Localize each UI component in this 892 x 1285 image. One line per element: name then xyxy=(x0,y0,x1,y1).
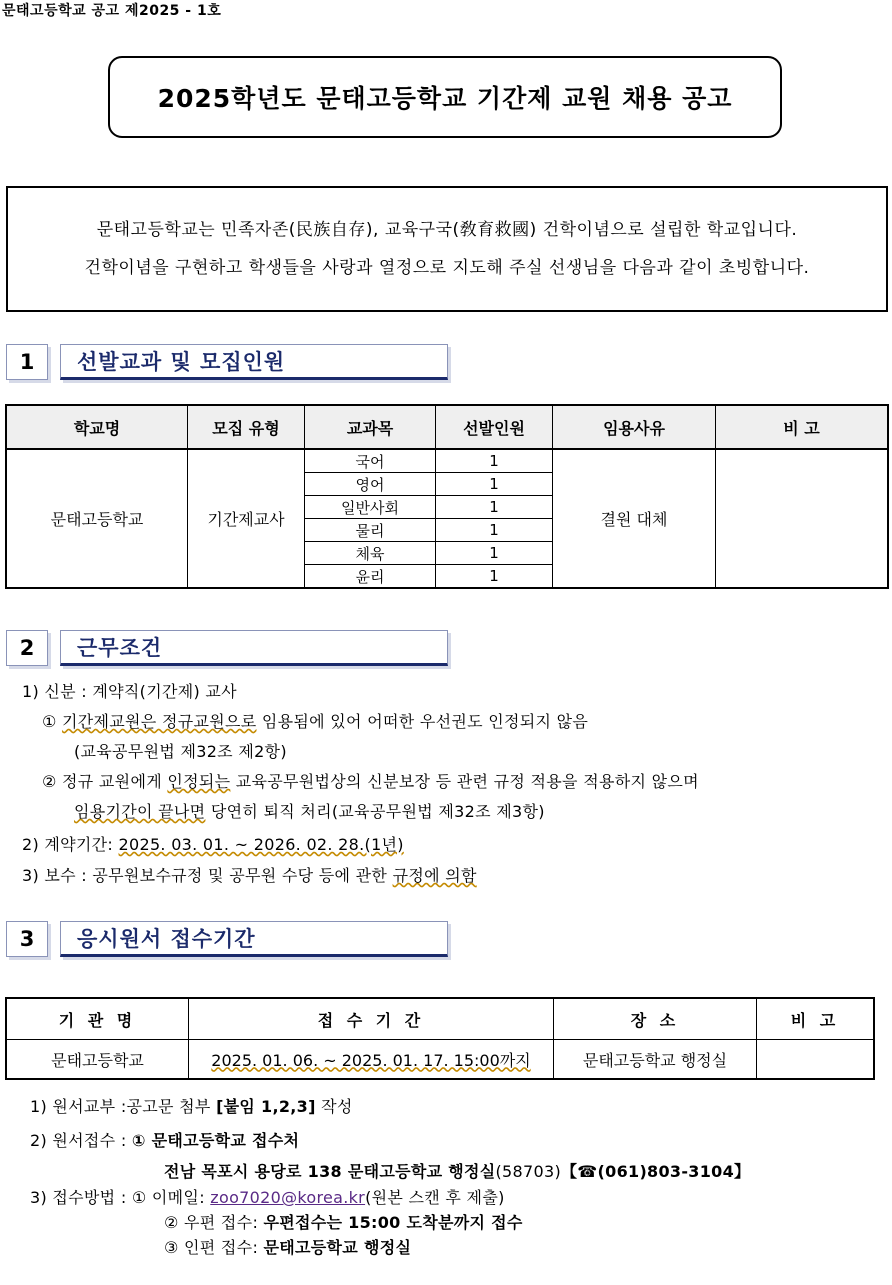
email-link[interactable]: zoo7020@korea.kr xyxy=(210,1188,366,1207)
work-status: 1) 신분 : 계약직(기간제) 교사 xyxy=(22,682,237,701)
cell-school: 문태고등학교 xyxy=(6,449,188,588)
receipt-address xyxy=(164,1159,750,1182)
text: 기간제교원은 정규교원으로 xyxy=(62,712,257,731)
cell-place: 문태고등학교 행정실 xyxy=(554,1040,757,1080)
header-school: 학교명 xyxy=(6,405,188,449)
text: 우편접수는 15:00 도착분까지 접수 xyxy=(263,1213,523,1232)
text: 2025. 03. 01. ~ 2026. 02. 28.(1년) xyxy=(118,835,404,854)
cell-count: 1 xyxy=(436,449,553,473)
section-3-title: 응시원서 접수기간 xyxy=(60,921,448,957)
text: ① 문태고등학교 접수처 xyxy=(131,1131,300,1150)
cell-subject: 영어 xyxy=(305,473,436,496)
cell-subject: 윤리 xyxy=(305,565,436,589)
cell-count: 1 xyxy=(436,496,553,519)
text: 1) 원서교부 :공고문 첨부 xyxy=(30,1097,217,1116)
cell-note xyxy=(757,1040,875,1080)
text: 2) 원서접수 : xyxy=(30,1131,132,1150)
text: 2) 계약기간: xyxy=(22,835,119,854)
cell-subject: 체육 xyxy=(305,542,436,565)
text: 문태고등학교 행정실 xyxy=(263,1238,412,1257)
header-reason: 임용사유 xyxy=(553,405,716,449)
text: ② 우편 접수: xyxy=(164,1213,264,1232)
form-distribution xyxy=(30,1094,353,1117)
text: ① xyxy=(42,712,63,731)
cell-type: 기간제교사 xyxy=(188,449,305,588)
text: 【☎(061)803-3104】 xyxy=(561,1162,751,1181)
cell-note xyxy=(716,449,889,588)
contract-period xyxy=(22,832,404,855)
header-note: 비 고 xyxy=(716,405,889,449)
cell-count: 1 xyxy=(436,565,553,589)
section-3-number: 3 xyxy=(6,921,48,957)
text: ③ 인편 접수: xyxy=(164,1238,264,1257)
header-place: 장 소 xyxy=(554,998,757,1040)
section-1-number: 1 xyxy=(6,344,48,380)
section-1-title: 선발교과 및 모집인원 xyxy=(60,344,448,380)
text: 교육공무원법상의 신분보장 등 관련 규정 적용을 적용하지 않으며 xyxy=(230,772,699,791)
notice-number: 문태고등학교 공고 제2025 - 1호 xyxy=(2,3,222,19)
cell-count: 1 xyxy=(436,542,553,565)
section-2-number: 2 xyxy=(6,630,48,666)
text: 임용기간이 끝나면 xyxy=(74,802,206,821)
text: 전남 목포시 용당로 138 문태고등학교 행정실 xyxy=(164,1162,496,1181)
text: 규정에 의함 xyxy=(392,866,477,885)
text: [붙임 1,2,3] xyxy=(216,1097,316,1116)
header-type: 모집 유형 xyxy=(188,405,305,449)
text: 3) 보수 : 공무원보수규정 및 공무원 수당 등에 관한 xyxy=(22,866,393,885)
submission-method-person xyxy=(164,1235,411,1258)
cell-subject: 일반사회 xyxy=(305,496,436,519)
cell-period: 2025. 01. 06. ~ 2025. 01. 17. 15:00까지 xyxy=(189,1040,554,1080)
intro-line-2: 건학이념을 구현하고 학생들을 사랑과 열정으로 지도해 주실 선생님을 다음과 같이 초빙합니다. xyxy=(84,258,810,278)
section-2-title: 근무조건 xyxy=(60,630,448,666)
cell-count: 1 xyxy=(436,473,553,496)
header-count: 선발인원 xyxy=(436,405,553,449)
application-table xyxy=(5,997,875,1080)
text: 작성 xyxy=(315,1097,353,1116)
submission-method-mail xyxy=(164,1210,523,1233)
intro-box xyxy=(6,186,888,312)
recruitment-table xyxy=(5,404,889,589)
text: 당연히 퇴직 처리(교육공무원법 제32조 제3항) xyxy=(205,802,545,821)
header-period: 접 수 기 간 xyxy=(189,998,554,1040)
page-title: 2025학년도 문태고등학교 기간제 교원 채용 공고 xyxy=(108,56,782,138)
cell-count: 1 xyxy=(436,519,553,542)
cell-subject: 국어 xyxy=(305,449,436,473)
work-condition-1-ref: (교육공무원법 제32조 제2항) xyxy=(74,742,287,761)
header-note: 비 고 xyxy=(757,998,875,1040)
header-subject: 교과목 xyxy=(305,405,436,449)
form-receipt xyxy=(30,1128,299,1151)
text: (58703) xyxy=(495,1162,561,1181)
cell-reason: 결원 대체 xyxy=(553,449,716,588)
text: 3) 접수방법 : ① 이메일: xyxy=(30,1188,211,1207)
work-condition-2-cont xyxy=(74,799,545,822)
cell-subject: 물리 xyxy=(305,519,436,542)
intro-line-1: 문태고등학교는 민족자존(民族自存), 교육구국(敎育救國) 건학이념으로 설립한 학교입니다. xyxy=(96,220,798,240)
work-condition-2 xyxy=(42,769,699,792)
text: ② 정규 교원에게 xyxy=(42,772,168,791)
text: (원본 스캔 후 제출) xyxy=(365,1188,505,1207)
text: 인정되는 xyxy=(167,772,231,791)
cell-org: 문태고등학교 xyxy=(6,1040,189,1080)
header-org: 기 관 명 xyxy=(6,998,189,1040)
salary xyxy=(22,863,477,886)
text: 임용됨에 있어 어떠한 우선권도 인정되지 않음 xyxy=(256,712,589,731)
submission-method-email xyxy=(30,1185,505,1208)
work-condition-1 xyxy=(42,709,588,732)
